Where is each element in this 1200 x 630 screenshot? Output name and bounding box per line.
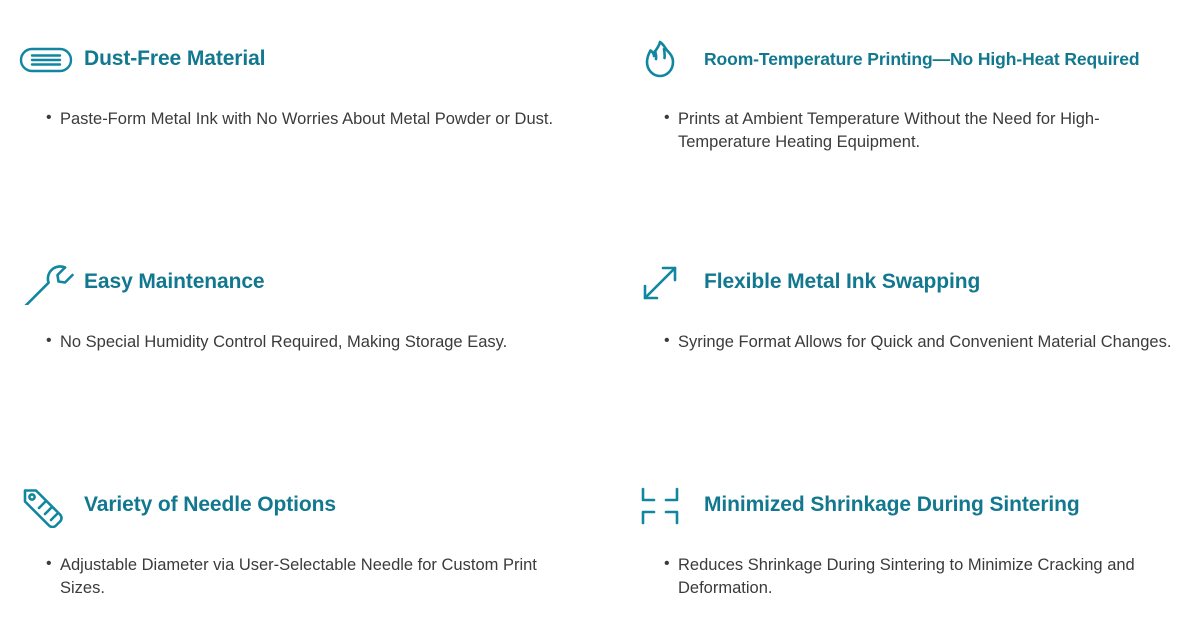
feature-title: Variety of Needle Options bbox=[84, 493, 336, 516]
list-item: • Adjustable Diameter via User-Selectable Needle for Custom Print Sizes. bbox=[8, 554, 582, 601]
feature-bullets bbox=[616, 554, 1182, 601]
feature-header bbox=[616, 257, 1182, 309]
needle-tag-icon bbox=[8, 480, 84, 532]
feature-bullets bbox=[8, 331, 582, 354]
feature-title: Room-Temperature Printing—No High-Heat Required bbox=[704, 49, 1140, 69]
feature-bullets bbox=[616, 331, 1182, 354]
feature-header bbox=[8, 34, 582, 86]
feature-header bbox=[8, 257, 582, 309]
list-item: • Reduces Shrinkage During Sintering to Minimize Cracking and Deformation. bbox=[616, 554, 1182, 601]
shrink-icon bbox=[616, 480, 704, 532]
feature-bullets bbox=[8, 554, 582, 601]
feature-card-flexible-metal-ink-swapping bbox=[600, 223, 1200, 446]
expand-arrows-icon bbox=[616, 257, 704, 309]
feature-card-minimized-shrinkage bbox=[600, 446, 1200, 630]
list-item: • Paste-Form Metal Ink with No Worries About Metal Powder or Dust. bbox=[8, 108, 582, 131]
feature-title: Minimized Shrinkage During Sintering bbox=[704, 493, 1080, 516]
feature-bullets bbox=[616, 108, 1182, 155]
flame-icon bbox=[616, 34, 704, 86]
wrench-icon bbox=[8, 257, 84, 309]
feature-bullets bbox=[8, 108, 582, 131]
feature-header bbox=[8, 480, 582, 532]
feature-header bbox=[616, 480, 1182, 532]
list-item: • Syringe Format Allows for Quick and Convenient Material Changes. bbox=[616, 331, 1182, 354]
list-item: • Prints at Ambient Temperature Without the Need for High-Temperature Heating Equipment. bbox=[616, 108, 1182, 155]
feature-card-dust-free-material bbox=[0, 0, 600, 223]
feature-title: Dust-Free Material bbox=[84, 47, 266, 70]
feature-header bbox=[616, 34, 1182, 86]
list-item: • No Special Humidity Control Required, Making Storage Easy. bbox=[8, 331, 582, 354]
feature-title: Easy Maintenance bbox=[84, 270, 265, 293]
feature-card-variety-of-needle-options bbox=[0, 446, 600, 630]
feature-card-easy-maintenance bbox=[0, 223, 600, 446]
feature-title: Flexible Metal Ink Swapping bbox=[704, 270, 981, 293]
ink-cartridge-icon bbox=[8, 34, 84, 86]
feature-card-room-temperature-printing bbox=[600, 0, 1200, 223]
